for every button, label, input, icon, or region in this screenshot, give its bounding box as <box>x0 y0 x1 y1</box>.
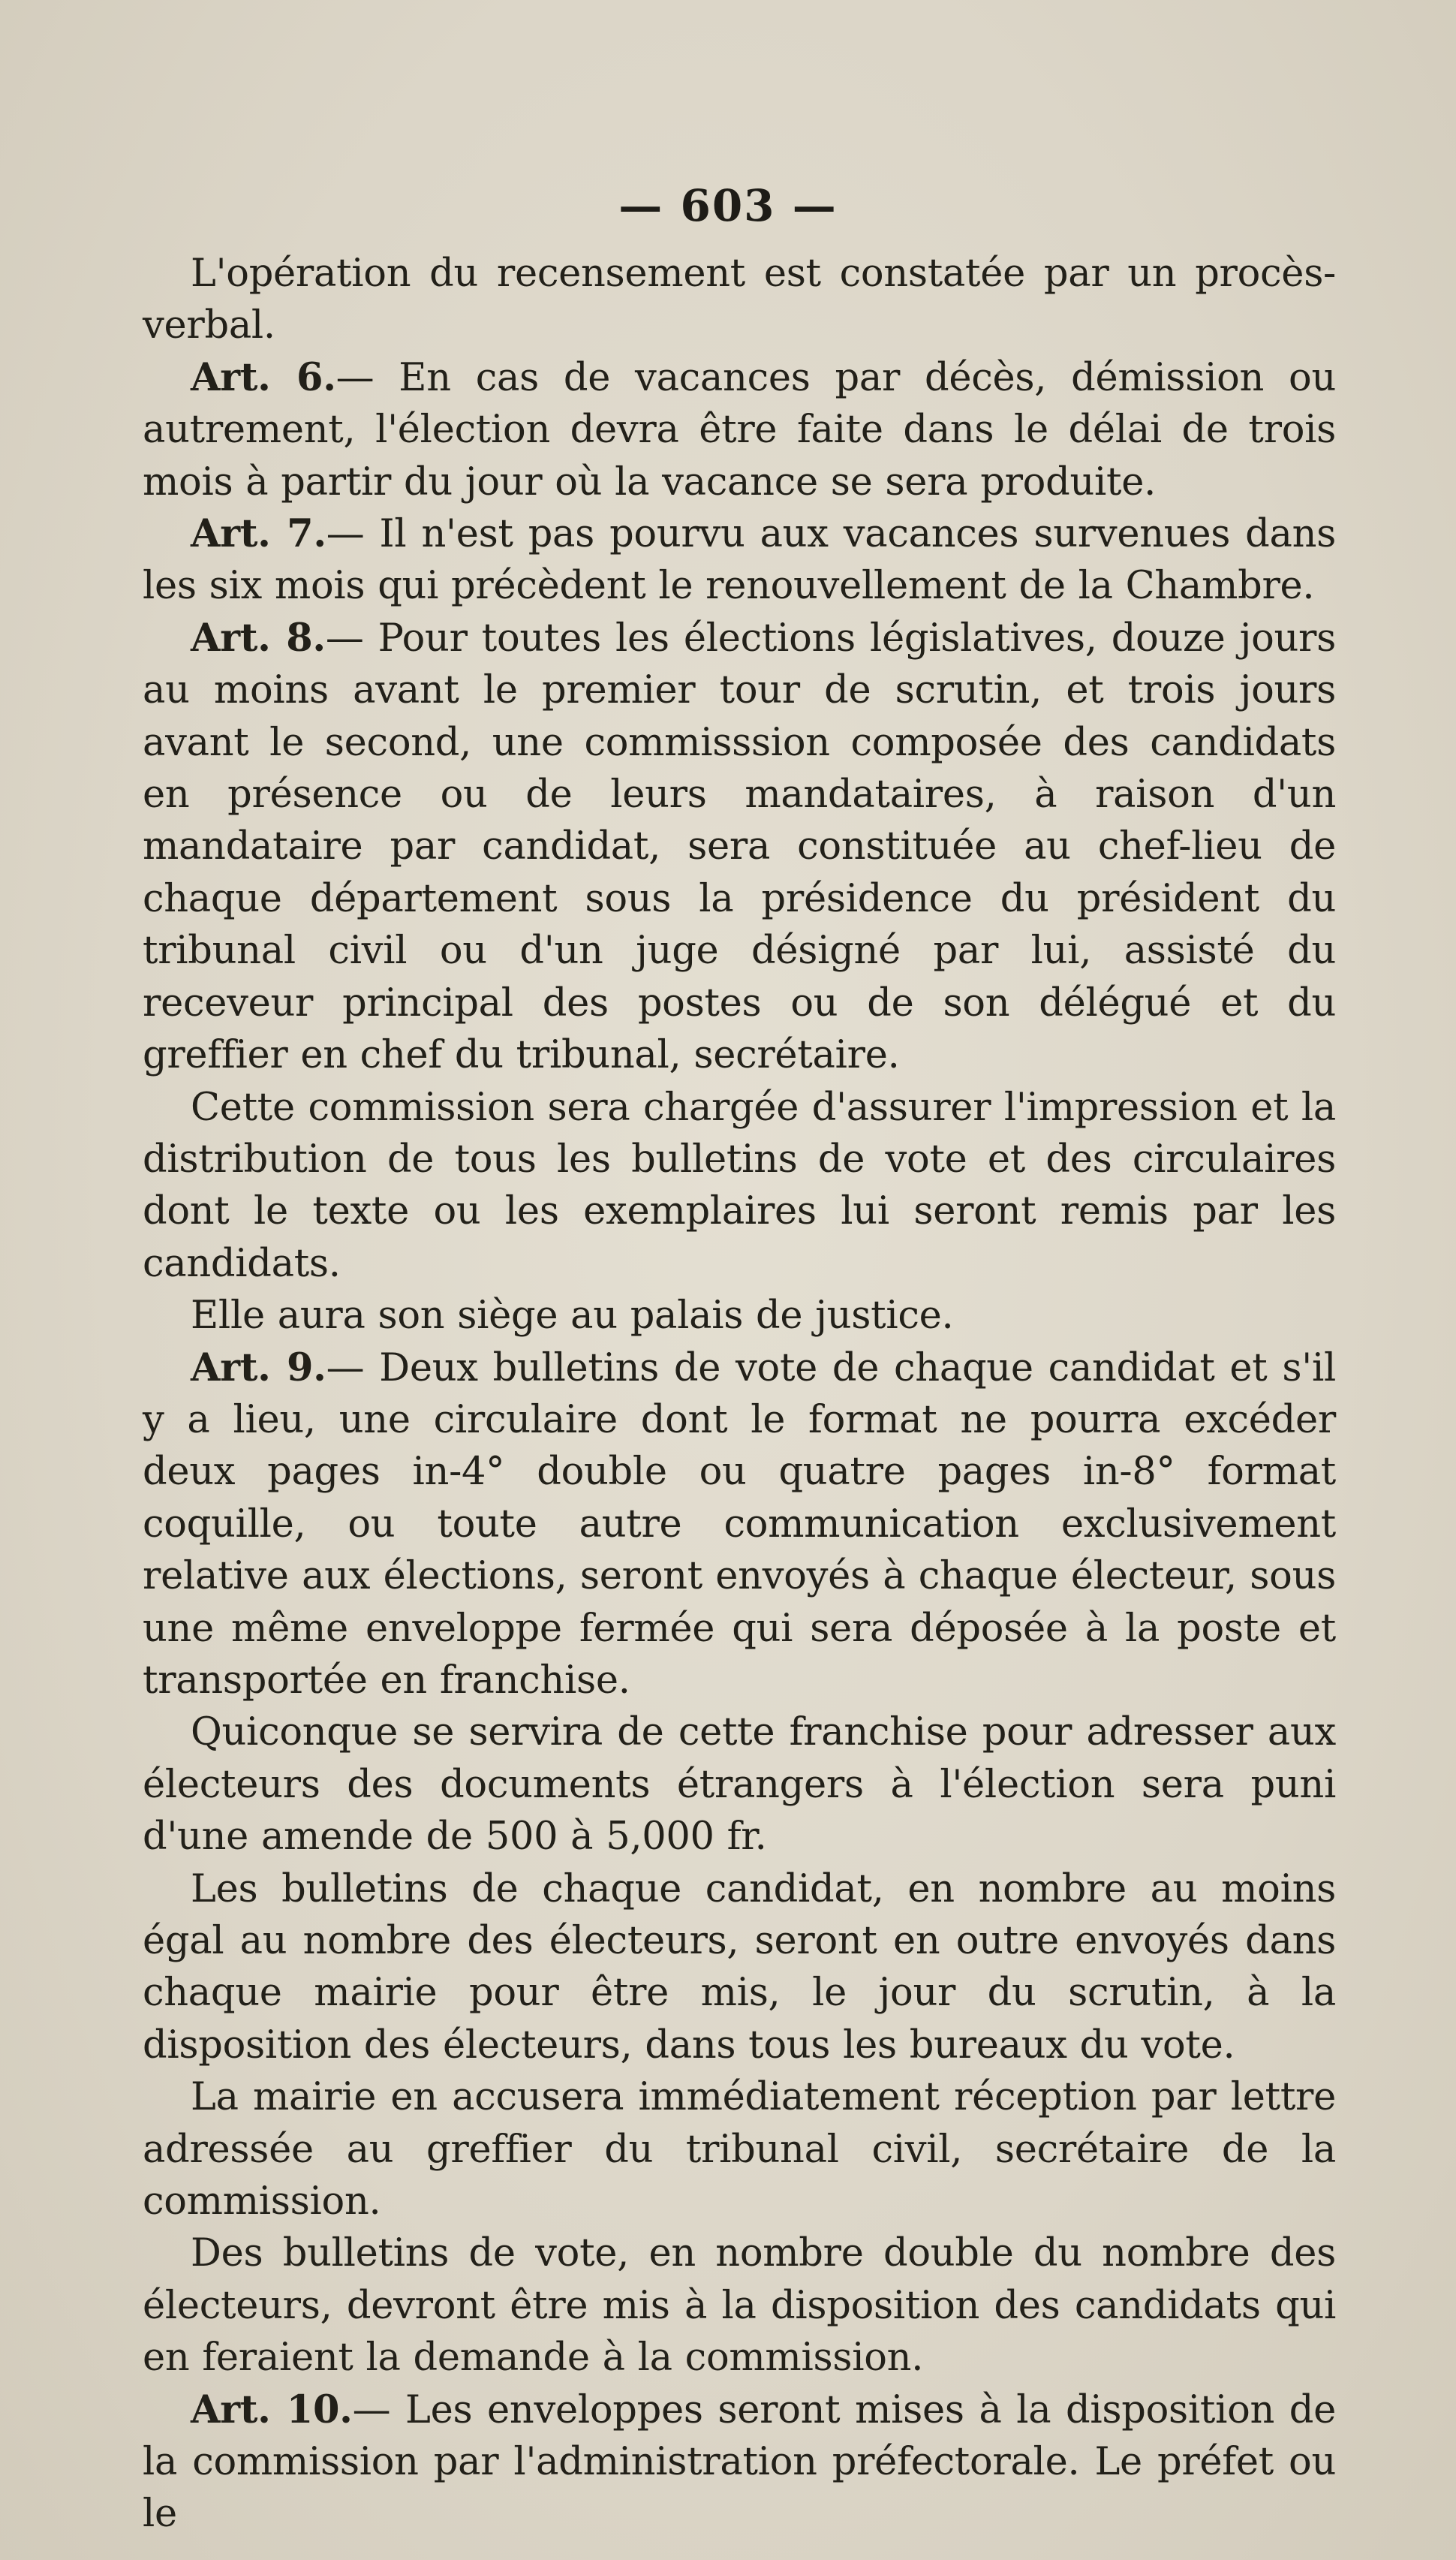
paragraph-text: — Deux bulletins de vote de chaque candidat et s'il y a lieu, une circulaire dont le format ne pourra excéder deux pages in-4° double ou quatre pages in-8° format coquille, ou toute autre communication exclusivement relative aux élections, seront envoyés à chaque électeur, sous une même enveloppe fermée qui sera déposée à la poste et transportée en franchise. <box>143 1345 1336 1703</box>
article-lead: Art. 9. <box>191 1345 326 1390</box>
article-lead: Art. 8. <box>191 615 326 661</box>
paragraph-text: Les bulletins de chaque candidat, en nombre au moins égal au nombre des électeurs, seront en outre envoyés dans chaque mairie pour être mis, le jour du scrutin, à la disposition des électeurs, dans tous les bureaux du vote. <box>143 1866 1336 2068</box>
article-lead: Art. 6. <box>191 354 336 400</box>
document-body <box>143 248 1336 2540</box>
paragraph <box>143 613 1336 1082</box>
paragraph-text: — Pour toutes les élections législatives, douze jours au moins avant le premier tour de scrutin, et trois jours avant le second, une commisssion composée des candidats en présence ou de leurs mandataires, à raison d'un mandataire par candidat, sera constituée au chef-lieu de chaque département sous la présidence du président du tribunal civil ou d'un juge désigné par lui, assisté du receveur principal des postes ou de son délégué et du greffier en chef du tribunal, secrétaire. <box>143 616 1336 1078</box>
paragraph-text: — Les enveloppes seront mises à la disposition de la commission par l'administration préfectorale. Le préfet ou le <box>143 2387 1336 2537</box>
paragraph <box>143 1082 1336 1291</box>
paragraph-text: — En cas de vacances par décès, démission ou autrement, l'élection devra être faite dans le délai de trois mois à partir du jour où la vacance se sera produite. <box>143 355 1336 504</box>
paragraph <box>143 508 1336 613</box>
article-lead: Art. 7. <box>191 511 326 557</box>
paragraph <box>143 1342 1336 1707</box>
page-number: — 603 — <box>618 180 838 231</box>
paragraph-text: Quiconque se servira de cette franchise pour adresser aux électeurs des documents étrangers à l'élection sera puni d'une amende de 500 à 5,000 fr. <box>143 1710 1336 1860</box>
paragraph-text: La mairie en accusera immédiatement réception par lettre adressée au greffier du tribunal civil, secrétaire de la commission. <box>143 2075 1336 2224</box>
paragraph <box>143 1290 1336 1342</box>
paragraph <box>143 2071 1336 2227</box>
paragraph <box>143 352 1336 508</box>
paragraph <box>143 2227 1336 2384</box>
paragraph <box>143 1863 1336 2072</box>
paragraph-text: Cette commission sera chargée d'assurer l'impression et la distribution de tous les bulletins de vote et des circulaires dont le texte ou les exemplaires lui seront remis par les candidats. <box>143 1085 1336 1286</box>
paragraph <box>143 248 1336 352</box>
paragraph-text: Des bulletins de vote, en nombre double du nombre des électeurs, devront être mis à la disposition des candidats qui en feraient la demande à la commission. <box>143 2231 1336 2381</box>
article-lead: Art. 10. <box>191 2387 353 2432</box>
paragraph-text: L'opération du recensement est constatée par un procès-verbal. <box>143 251 1336 348</box>
paragraph <box>143 1706 1336 1863</box>
paragraph-text: — Il n'est pas pourvu aux vacances survenues dans les six mois qui précèdent le renouvellement de la Chambre. <box>143 512 1336 609</box>
paragraph <box>143 2384 1336 2540</box>
paragraph-text: Elle aura son siège au palais de justice. <box>191 1294 954 1339</box>
